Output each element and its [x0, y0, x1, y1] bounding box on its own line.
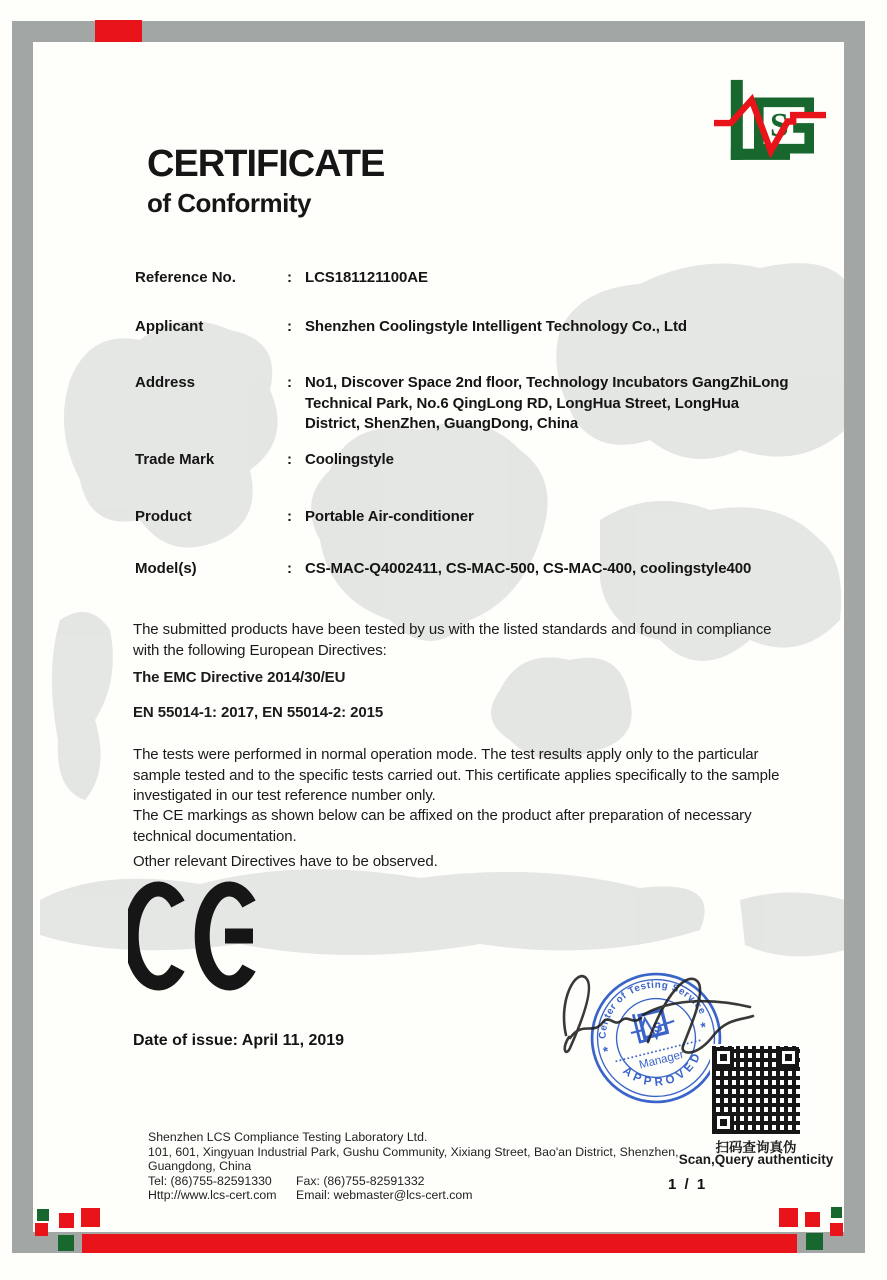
deco-square-green	[831, 1207, 842, 1218]
field-colon: :	[287, 269, 292, 286]
field-colon: :	[287, 318, 292, 335]
certificate-subtitle: of Conformity	[147, 188, 311, 218]
footer-company: Shenzhen LCS Compliance Testing Laboratory Ltd.	[148, 1130, 428, 1144]
field-colon: :	[287, 451, 292, 468]
field-row-reference-no	[135, 268, 795, 289]
qr-caption-cn: 扫码查询真伪	[715, 1140, 797, 1155]
field-label: Product	[135, 508, 192, 525]
qr-finder-bottom-left	[713, 1112, 734, 1133]
field-value: No1, Discover Space 2nd floor, Technology Incubators GangZhiLong Technical Park, No.6 QingLong RD, LongHua Street, LongHua District, ShenZhen, GuangDong, China	[305, 374, 789, 433]
field-label: Reference No.	[135, 269, 236, 286]
red-accent-top-bar	[95, 20, 142, 42]
footer-fax: Fax: (86)755-82591332	[296, 1173, 425, 1188]
logo-s-letter: S	[770, 106, 789, 144]
field-row-applicant	[135, 317, 795, 338]
red-accent-bottom-bar	[82, 1234, 797, 1253]
border-frame-left	[12, 21, 33, 1253]
qr-caption-en: Scan,Query authenticity	[678, 1152, 834, 1167]
footer-email: Email: webmaster@lcs-cert.com	[296, 1188, 473, 1203]
paragraph-other-directives: Other relevant Directives have to be observed.	[133, 853, 438, 870]
deco-square-red	[830, 1223, 843, 1236]
field-label: Applicant	[135, 318, 204, 335]
deco-square-red	[81, 1208, 100, 1227]
stamp-arc-bottom-text: APPROVED	[620, 1048, 705, 1089]
stamp-asterisk-right: *	[699, 1019, 709, 1036]
qr-finder-top-left	[713, 1047, 734, 1068]
deco-square-green	[58, 1235, 74, 1251]
field-label: Trade Mark	[135, 451, 215, 468]
footer-block	[148, 1130, 708, 1203]
footer-web-email-row	[148, 1188, 708, 1203]
field-label: Address	[135, 374, 196, 391]
field-row-address	[135, 373, 795, 435]
field-colon: :	[287, 560, 292, 577]
field-value: Coolingstyle	[305, 451, 394, 468]
qr-code	[710, 1044, 802, 1136]
stamp-manager-text: Manager	[637, 1048, 686, 1072]
paragraph-ce-markings: The CE markings as shown below can be affixed on the product after preparation of necessary technical documentation.	[133, 807, 752, 845]
field-value: Shenzhen Coolingstyle Intelligent Technology Co., Ltd	[305, 318, 687, 335]
certificate-title: CERTIFICATE	[147, 143, 385, 185]
field-value: CS-MAC-Q4002411, CS-MAC-500, CS-MAC-400, coolingstyle400	[305, 560, 752, 577]
border-frame-right	[844, 21, 865, 1253]
ce-letter-c	[131, 889, 178, 983]
footer-tel: Tel: (86)755-82591330	[148, 1173, 272, 1188]
deco-square-red	[805, 1212, 820, 1227]
deco-square-green	[806, 1233, 823, 1250]
stamp-arc-top-text: Center of Testing Service	[597, 979, 708, 1040]
paragraph-directive: The EMC Directive 2014/30/EU	[133, 669, 346, 686]
qr-finder-top-right	[778, 1047, 799, 1068]
stamp-asterisk-left: *	[601, 1043, 611, 1060]
deco-square-red	[59, 1213, 74, 1228]
page-number: 1 / 1	[668, 1176, 708, 1193]
field-row-product	[135, 507, 795, 528]
footer-tel-fax-row	[148, 1174, 708, 1189]
paragraph-intro: The submitted products have been tested by us with the listed standards and found in compliance with the following European Directives:	[133, 621, 772, 659]
field-value: LCS181121100AE	[305, 269, 428, 286]
footer-address-line2: Guangdong, China	[148, 1159, 252, 1174]
paragraph-standards: EN 55014-1: 2017, EN 55014-2: 2015	[133, 704, 384, 721]
field-colon: :	[287, 374, 292, 391]
lcs-logo	[710, 73, 830, 178]
stamp-logo-s: S	[651, 1018, 664, 1036]
footer-website: Http://www.lcs-cert.com	[148, 1188, 277, 1203]
deco-square-red	[35, 1223, 48, 1236]
ce-mark	[128, 880, 276, 992]
paragraph-tests: The tests were performed in normal operation mode. The test results apply only to the particular sample tested and to the specific tests carried out. This certificate applies specifically to the sample investigated in our test reference number only.	[133, 746, 780, 805]
field-label: Model(s)	[135, 560, 197, 577]
deco-square-red	[779, 1208, 798, 1227]
field-row-models	[135, 559, 795, 580]
field-value: Portable Air-conditioner	[305, 508, 474, 525]
deco-square-green	[37, 1209, 49, 1221]
field-row-trade-mark	[135, 450, 795, 471]
field-colon: :	[287, 508, 292, 525]
footer-address-line1: 101, 601, Xingyuan Industrial Park, Gushu Community, Xixiang Street, Bao'an District, Shenzhen,	[148, 1144, 679, 1159]
date-of-issue: Date of issue: April 11, 2019	[133, 1032, 345, 1049]
